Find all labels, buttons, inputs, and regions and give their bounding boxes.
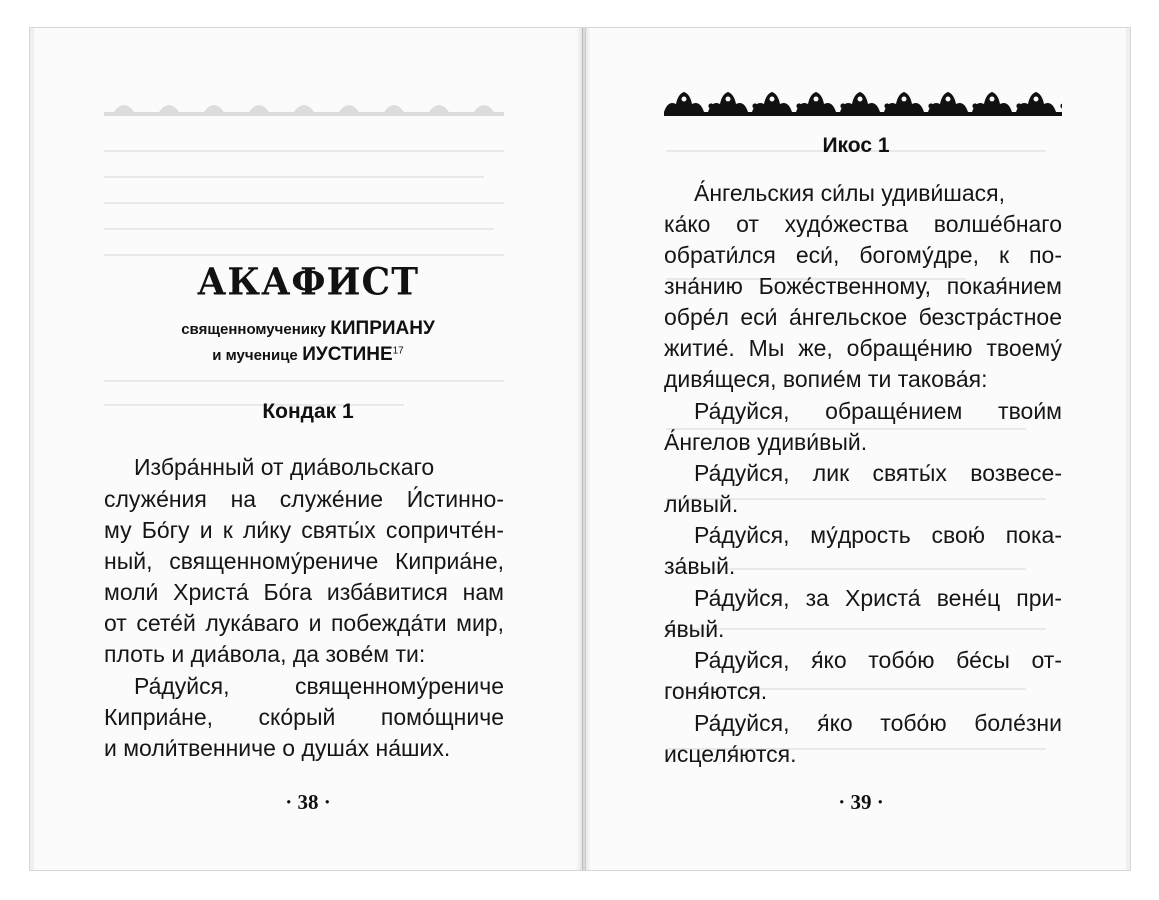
dedication-prefix-1: священномученику bbox=[181, 321, 326, 338]
kontakion-heading: Кондак 1 bbox=[262, 400, 354, 423]
ikos-heading: Икос 1 bbox=[822, 134, 890, 157]
text-line: гоня́ются. bbox=[664, 678, 768, 704]
book-spread bbox=[30, 28, 1130, 870]
dedication-name-cyprian: КИПРИАНУ bbox=[330, 318, 435, 339]
right-page bbox=[585, 28, 1126, 870]
dedication-line-1 bbox=[34, 318, 582, 340]
text-line: от сете́й лука́ваго и побежда́ти мир, bbox=[104, 610, 504, 636]
text-line: ка́ко от худо́жества волше́бнаго bbox=[664, 211, 1062, 237]
text-line: плоть и диа́вола, да зове́м ти: bbox=[104, 641, 426, 667]
text-line: дивя́щеся, вопие́м ти такова́я: bbox=[664, 366, 988, 392]
text-line: А́нгелов удиви́вый. bbox=[664, 429, 868, 455]
dedication-prefix-2: и мученице bbox=[212, 347, 298, 364]
text-line: моли́ Христа́ Бо́га изба́витися нам bbox=[104, 579, 504, 605]
text-line: Ра́дуйся, лик святы́х возвесе- bbox=[694, 460, 1062, 486]
akathist-title: АКАФИСТ bbox=[197, 259, 419, 305]
text-line: ный, священному́рениче Киприа́не, bbox=[104, 548, 504, 574]
text-line: ли́вый. bbox=[664, 491, 739, 517]
page-number-39: · 39 · bbox=[838, 790, 884, 814]
text-line: житие́. Мы же, обраще́нию твоему́ bbox=[664, 335, 1062, 361]
text-line: Ра́дуйся, я́ко тобо́ю бе́сы от- bbox=[694, 647, 1062, 673]
footnote-mark: 17 bbox=[392, 345, 404, 357]
dedication-name-justina: ИУСТИНЕ bbox=[302, 344, 393, 365]
text-line: и моли́твенниче о душа́х на́ших. bbox=[104, 735, 451, 761]
page-number-38: · 38 · bbox=[285, 790, 331, 814]
ornament-band-showthrough bbox=[104, 96, 504, 118]
text-line: исцеля́ются. bbox=[664, 741, 797, 767]
text-line: за́вый. bbox=[664, 553, 736, 579]
dedication-line-2 bbox=[34, 344, 582, 366]
text-line: Киприа́не, ско́рый помо́щниче bbox=[104, 704, 504, 730]
text-line: Ра́дуйся, обраще́нием твои́м bbox=[694, 398, 1062, 424]
text-line: зна́нию Боже́ственному, покая́нием bbox=[664, 273, 1062, 299]
book-gutter bbox=[576, 28, 590, 870]
text-line: служе́ния на служе́ние И́стинно- bbox=[104, 486, 504, 512]
text-line: Ра́дуйся, му́дрость свою́ пока- bbox=[694, 522, 1062, 548]
text-line: я́вый. bbox=[664, 616, 725, 642]
text-line: Ра́дуйся, священному́рениче bbox=[134, 673, 504, 699]
ornament-band bbox=[664, 90, 1062, 118]
text-line: Ра́дуйся, я́ко тобо́ю боле́зни bbox=[694, 710, 1062, 736]
text-line: Ра́дуйся, за Христа́ вене́ц при- bbox=[694, 585, 1062, 611]
text-line: обре́л еси́ а́нгельское безстра́стное bbox=[664, 304, 1062, 330]
text-line: обрати́лся еси́, богому́дре, к по- bbox=[664, 242, 1062, 268]
text-line: му Бо́гу и к ли́ку святы́х сопричте́н- bbox=[104, 517, 504, 543]
text-line: А́нгельския си́лы удиви́шася, bbox=[694, 180, 1005, 206]
left-page: АКАФИСТ священномученику КИПРИАНУ и мученице ИУСТИНЕ$^{17}$ Кондак 1 Избра́нный от диа́вольскаго служе́ния на служе́ние И́стинно- му Бо́гу и к ли́ку святы́х сопричте́н- ный, священному́рениче Киприа́не, моли́ Христа́ Бо́га изба́витися нам от сете́й лука́ваго и побежда́ти мир, плоть и диа́вола, да зове́м ти: Ра́дуйся, священному́рениче Киприа́не, ско́рый помо́щниче и моли́твенниче о душа́х на́ших. · 38 · bbox=[34, 28, 583, 870]
